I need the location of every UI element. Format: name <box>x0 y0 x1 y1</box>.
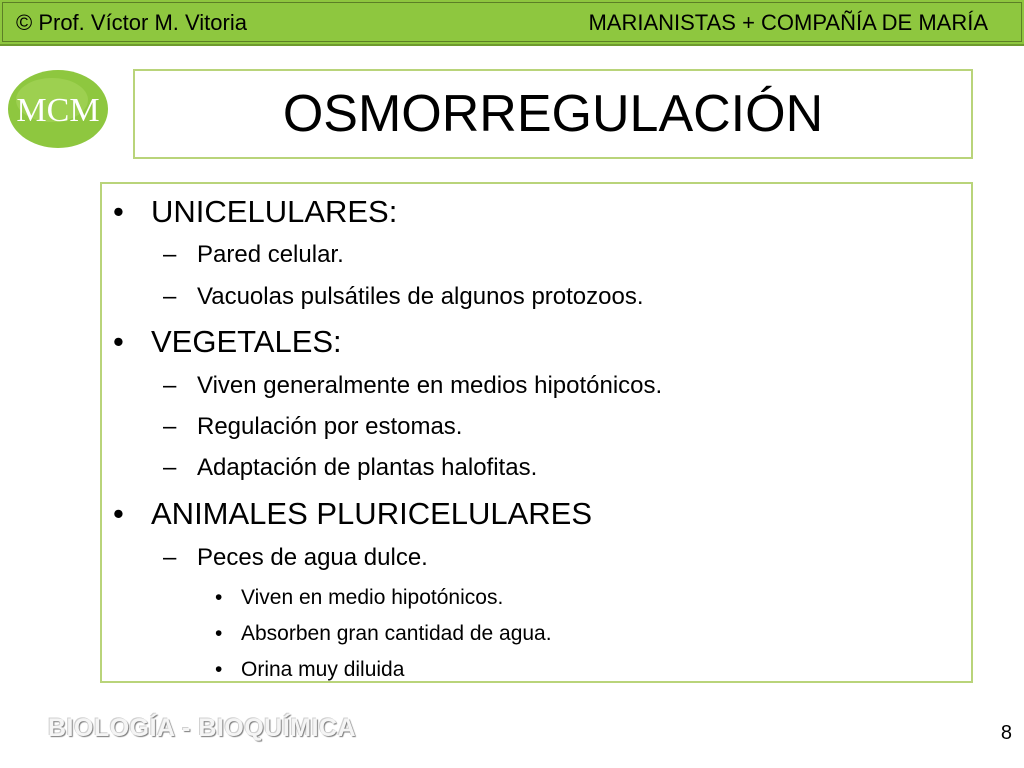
content-box <box>100 182 973 683</box>
dash-glyph: – <box>163 372 177 399</box>
item-text: Adaptación de plantas halofitas. <box>197 454 538 481</box>
dash-glyph: – <box>163 283 177 310</box>
slide-title: OSMORREGULACIÓN <box>282 85 824 143</box>
bullet-animales <box>113 496 593 532</box>
bullet-vegetales <box>113 324 342 360</box>
item-text: Regulación por estomas. <box>197 413 463 440</box>
page-number: 8 <box>1000 722 1012 744</box>
item-text: Absorben gran cantidad de agua. <box>241 622 552 645</box>
list-item <box>163 454 538 482</box>
author-credit: © Prof. Víctor M. Vitoria <box>16 10 247 35</box>
bullet-glyph: • <box>215 586 223 609</box>
dash-glyph: – <box>163 544 177 571</box>
header-bar <box>0 0 1024 46</box>
item-text: Vacuolas pulsátiles de algunos protozoos. <box>197 283 644 310</box>
mcm-logo <box>6 68 110 150</box>
bullet-glyph: • <box>215 622 223 645</box>
item-text: Viven generalmente en medios hipotónicos. <box>197 372 663 399</box>
item-text: Viven en medio hipotónicos. <box>241 586 504 609</box>
dash-glyph: – <box>163 454 177 481</box>
list-item <box>163 544 428 572</box>
bullet-glyph: • <box>113 194 124 229</box>
sub-list-item <box>215 586 504 610</box>
section-heading: UNICELULARES: <box>151 194 398 229</box>
item-text: Orina muy diluida <box>241 658 405 681</box>
dash-glyph: – <box>163 241 177 268</box>
list-item <box>163 283 644 311</box>
institution-name: MARIANISTAS + COMPAÑÍA DE MARÍA <box>588 10 988 35</box>
sub-list-item <box>215 622 552 646</box>
list-item <box>163 413 463 441</box>
list-item <box>163 241 344 269</box>
bullet-glyph: • <box>113 496 124 531</box>
list-item <box>163 372 663 400</box>
section-heading: ANIMALES PLURICELULARES <box>151 496 593 531</box>
bullet-unicelulares <box>113 194 398 230</box>
bullet-glyph: • <box>215 658 223 681</box>
title-box <box>133 69 973 159</box>
subject-footer: BIOLOGÍA - BIOQUÍMICA <box>48 714 357 742</box>
section-heading: VEGETALES: <box>151 324 342 359</box>
item-text: Pared celular. <box>197 241 344 268</box>
sub-list-item <box>215 658 405 682</box>
bullet-glyph: • <box>113 324 124 359</box>
logo-text: MCM <box>16 92 100 129</box>
dash-glyph: – <box>163 413 177 440</box>
item-text: Peces de agua dulce. <box>197 544 428 571</box>
